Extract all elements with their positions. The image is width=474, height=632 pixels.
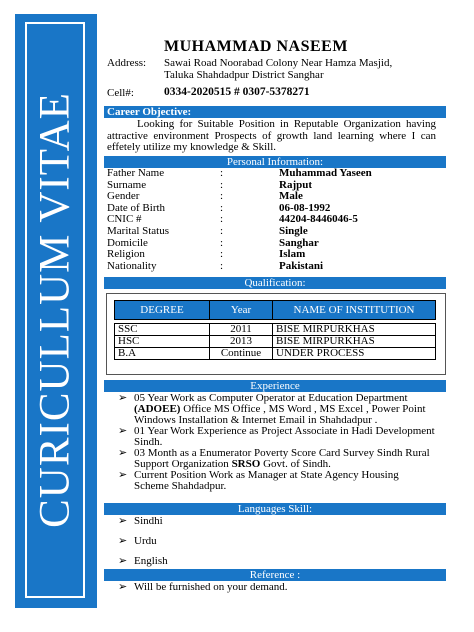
personal-info-row	[107, 180, 447, 191]
sidebar-title: CURICULLUM VITAE	[31, 92, 79, 528]
list-item	[118, 426, 436, 448]
institution-cell: BISE MIRPURKHAS	[273, 336, 436, 348]
cell-value: 0334-2020515 # 0307-5378271	[164, 86, 310, 98]
personal-info-label: Gender	[107, 190, 140, 203]
header-institution: NAME OF INSTITUTION	[273, 301, 436, 320]
personal-info-colon: :	[220, 225, 224, 237]
arrow-bullet-icon: ➢	[118, 447, 128, 459]
personal-info-value: Pakistani	[279, 259, 324, 272]
qualification-heading: Qualification:	[104, 277, 446, 289]
year-cell: 2011	[210, 324, 273, 336]
experience-text: 03 Month as a Enumerator Poverty Score Card Survey Sindh Rural Support Organization	[134, 447, 430, 470]
career-text: Looking for Suitable Position in Reputable Organization having attractive environment Prospects of growth land learning where I can effetely utilize my knowledge & Skill.	[107, 118, 436, 153]
address-value	[164, 57, 414, 81]
personal-info-row	[107, 226, 447, 237]
qualification-table	[114, 300, 436, 360]
languages-heading: Languages Skill:	[104, 503, 446, 515]
personal-info-value: Sanghar	[279, 236, 319, 249]
experience-text: 05 Year Work as Computer Operator at Education Department	[134, 392, 408, 404]
personal-info-label: Nationality	[107, 259, 157, 272]
personal-info-label: Father Name	[107, 167, 165, 179]
header-year: Year	[210, 301, 273, 320]
sidebar-banner	[15, 14, 97, 608]
experience-heading: Experience	[104, 380, 446, 392]
reference-text: Will be furnished on your demand.	[134, 581, 288, 593]
personal-info-colon: :	[220, 213, 224, 226]
table-row	[115, 348, 436, 360]
personal-info-row	[107, 203, 447, 214]
arrow-bullet-icon: ➢	[118, 392, 128, 404]
arrow-bullet-icon: ➢	[118, 515, 128, 527]
address-line-1: Sawai Road Noorabad Colony Near Hamza Masjid,	[164, 57, 393, 69]
personal-info-label: Surname	[107, 178, 147, 191]
table-row	[115, 324, 436, 336]
personal-info-colon: :	[220, 167, 224, 179]
personal-info-value: Rajput	[279, 178, 313, 191]
degree-cell: SSC	[115, 324, 210, 336]
personal-info-value: Muhammad Yaseen	[279, 167, 372, 179]
arrow-bullet-icon: ➢	[118, 535, 128, 547]
personal-info-colon: :	[220, 248, 224, 261]
personal-info-colon: :	[220, 259, 224, 272]
personal-info-colon: :	[220, 236, 224, 249]
candidate-name: MUHAMMAD NASEEM	[164, 38, 348, 55]
personal-info-label: Date of Birth	[107, 201, 166, 214]
arrow-bullet-icon: ➢	[118, 425, 128, 437]
personal-heading: Personal Information:	[104, 156, 446, 168]
personal-info-colon: :	[220, 190, 224, 203]
table-row	[115, 336, 436, 348]
personal-info-row	[107, 214, 447, 225]
personal-info-label: Marital Status	[107, 225, 170, 237]
language-text: Urdu	[134, 535, 157, 547]
language-text: Sindhi	[134, 515, 163, 527]
list-item	[118, 516, 168, 527]
arrow-bullet-icon: ➢	[118, 555, 128, 567]
header-degree: DEGREE	[115, 301, 210, 320]
experience-text-post: Govt. of Sindh.	[260, 458, 331, 470]
list-item	[118, 582, 288, 593]
reference-heading: Reference :	[104, 569, 446, 581]
experience-text: Current Position Work as Manager at State Agency Housing Scheme Shahdadpur.	[134, 469, 399, 492]
reference-list	[118, 582, 288, 593]
personal-info-row	[107, 249, 447, 260]
personal-info-row	[107, 261, 447, 272]
language-text: English	[134, 555, 168, 567]
personal-info-value: Islam	[279, 248, 306, 261]
personal-info-label: Religion	[107, 248, 145, 261]
list-item	[118, 556, 168, 567]
personal-info-value: Male	[279, 190, 303, 203]
personal-info-row	[107, 238, 447, 249]
degree-cell: B.A	[115, 348, 210, 360]
experience-bold: (ADOEE)	[134, 403, 181, 415]
arrow-bullet-icon: ➢	[118, 581, 128, 593]
languages-list	[118, 516, 168, 567]
personal-info-row	[107, 168, 447, 179]
experience-text: 01 Year Work Experience as Project Associate in Hadi Development Sindh.	[134, 425, 435, 448]
institution-cell: UNDER PROCESS	[273, 348, 436, 360]
personal-info-label: CNIC #	[107, 213, 142, 226]
personal-info-colon: :	[220, 178, 224, 191]
personal-info-label: Domicile	[107, 236, 148, 249]
address-label: Address:	[107, 57, 147, 69]
experience-text-post: Office MS Office , MS Word , MS Excel , Power Point Windows Installation & Internet Email in Shahdadpur .	[134, 403, 426, 426]
list-item	[118, 448, 436, 470]
experience-list	[118, 393, 436, 492]
year-cell: 2013	[210, 336, 273, 348]
degree-cell: HSC	[115, 336, 210, 348]
year-cell: Continue	[210, 348, 273, 360]
institution-cell: BISE MIRPURKHAS	[273, 324, 436, 336]
career-heading: Career Objective:	[104, 106, 446, 118]
qualification-header-row	[115, 301, 436, 320]
address-line-2: Taluka Shahdadpur District Sanghar	[164, 69, 324, 81]
personal-info-value: 44204-8446046-5	[279, 213, 358, 226]
personal-info-value: Single	[279, 225, 308, 237]
personal-info-value: 06-08-1992	[279, 201, 331, 214]
personal-info-row	[107, 191, 447, 202]
arrow-bullet-icon: ➢	[118, 469, 128, 481]
experience-bold: SRSO	[231, 458, 261, 470]
list-item	[118, 470, 436, 492]
list-item	[118, 393, 436, 426]
cell-label: Cell#:	[107, 87, 134, 99]
personal-info-colon: :	[220, 201, 224, 214]
list-item	[118, 536, 168, 547]
